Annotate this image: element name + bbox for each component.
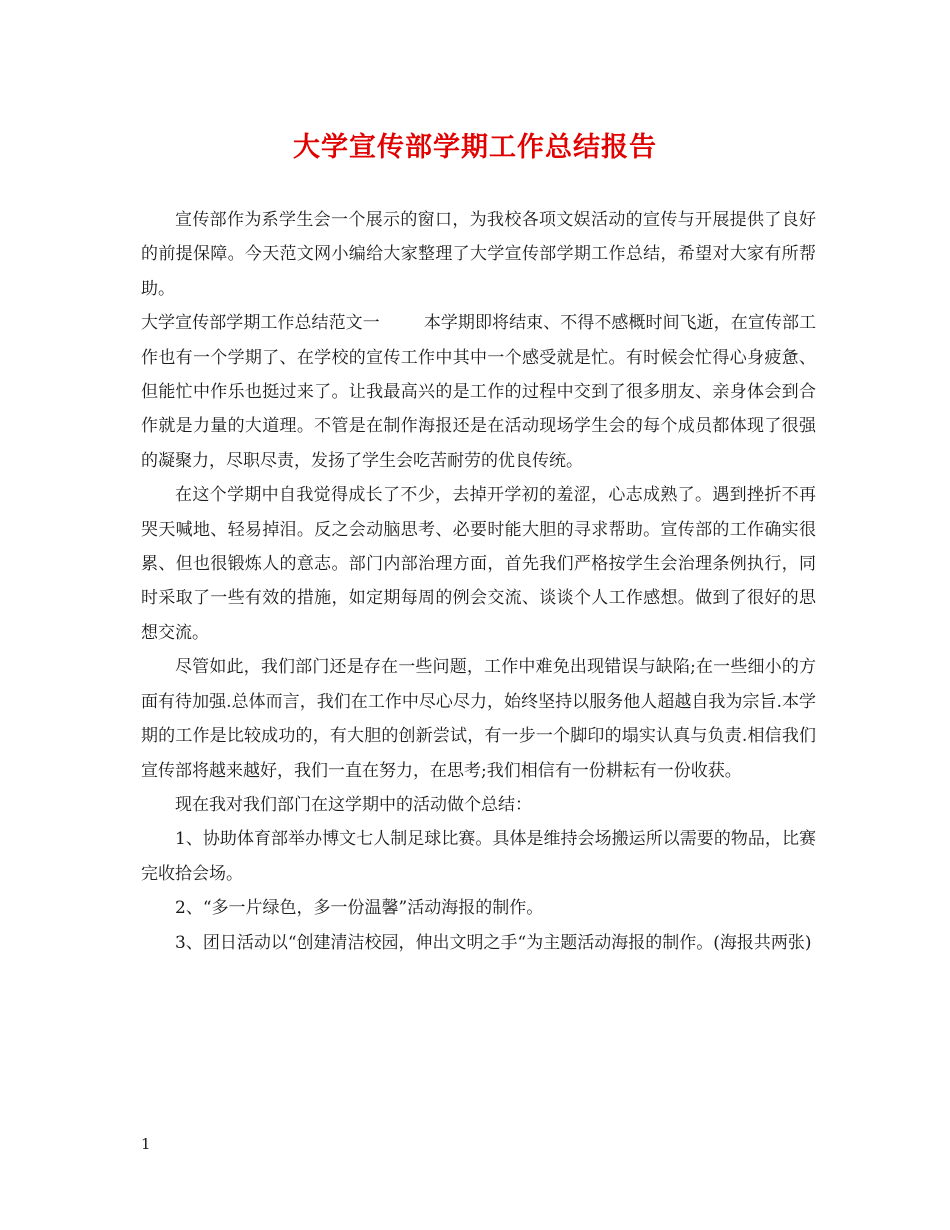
activity-item-1: 1、协助体育部举办博文七人制足球比赛。具体是维持会场搬运所以需要的物品，比赛完收拾会场。 — [141, 829, 816, 884]
page-title: 大学宣传部学期工作总结报告 — [293, 132, 657, 163]
growth-paragraph: 在这个学期中自我觉得成长了不少，去掉开学初的羞涩，心志成熟了。遇到挫折不再哭天喊地、轻易掉泪。反之会动脑思考、必要时能大胆的寻求帮助。宣传部的工作确实很累、但也很锻炼人的意志。部门内部治理方面，首先我们严格按学生会治理条例执行，同时采取了一些有效的措施，如定期每周的例会交流、谈谈个人工作感想。做到了很好的思想交流。 — [141, 485, 816, 643]
intro-paragraph: 宣传部作为系学生会一个展示的窗口，为我校各项文娱活动的宣传与开展提供了良好的前提保障。今天范文网小编给大家整理了大学宣传部学期工作总结，希望对大家有所帮助。 — [141, 210, 816, 299]
page-number: 1 — [141, 1135, 151, 1153]
sample-paragraph — [141, 306, 816, 478]
problems-paragraph: 尽管如此，我们部门还是存在一些问题，工作中难免出现错误与缺陷;在一些细小的方面有待加强.总体而言，我们在工作中尽心尽力，始终坚持以服务他人超越自我为宗旨.本学期的工作是比较成功的，有大胆的创新尝试，有一步一个脚印的塌实认真与负责.相信我们宣传部将越来越好，我们一直在努力，在思考;我们相信有一份耕耘有一份收获。 — [141, 657, 816, 781]
activity-item-2: 2、“多一片绿色，多一份温馨”活动海报的制作。 — [175, 898, 544, 919]
sample-label: 大学宣传部学期工作总结范文一 — [141, 313, 380, 334]
sample-text: 本学期即将结束、不得不感概时间飞逝，在宣传部工作也有一个学期了、在学校的宣传工作中其中一个感受就是忙。有时候会忙得心身疲惫、但能忙中作乐也挺过来了。让我最高兴的是工作的过程中交到了很多朋友、亲身体会到合作就是力量的大道理。不管是在制作海报还是在活动现场学生会的每个成员都体现了很强的凝聚力，尽职尽责，发扬了学生会吃苦耐劳的优良传统。 — [141, 313, 817, 471]
summary-intro-paragraph: 现在我对我们部门在这学期中的活动做个总结： — [175, 794, 532, 815]
activity-item-3: 3、团日活动以“创建清洁校园，伸出文明之手“为主题活动海报的制作。(海报共两张) — [175, 932, 812, 953]
document-body — [141, 203, 816, 960]
